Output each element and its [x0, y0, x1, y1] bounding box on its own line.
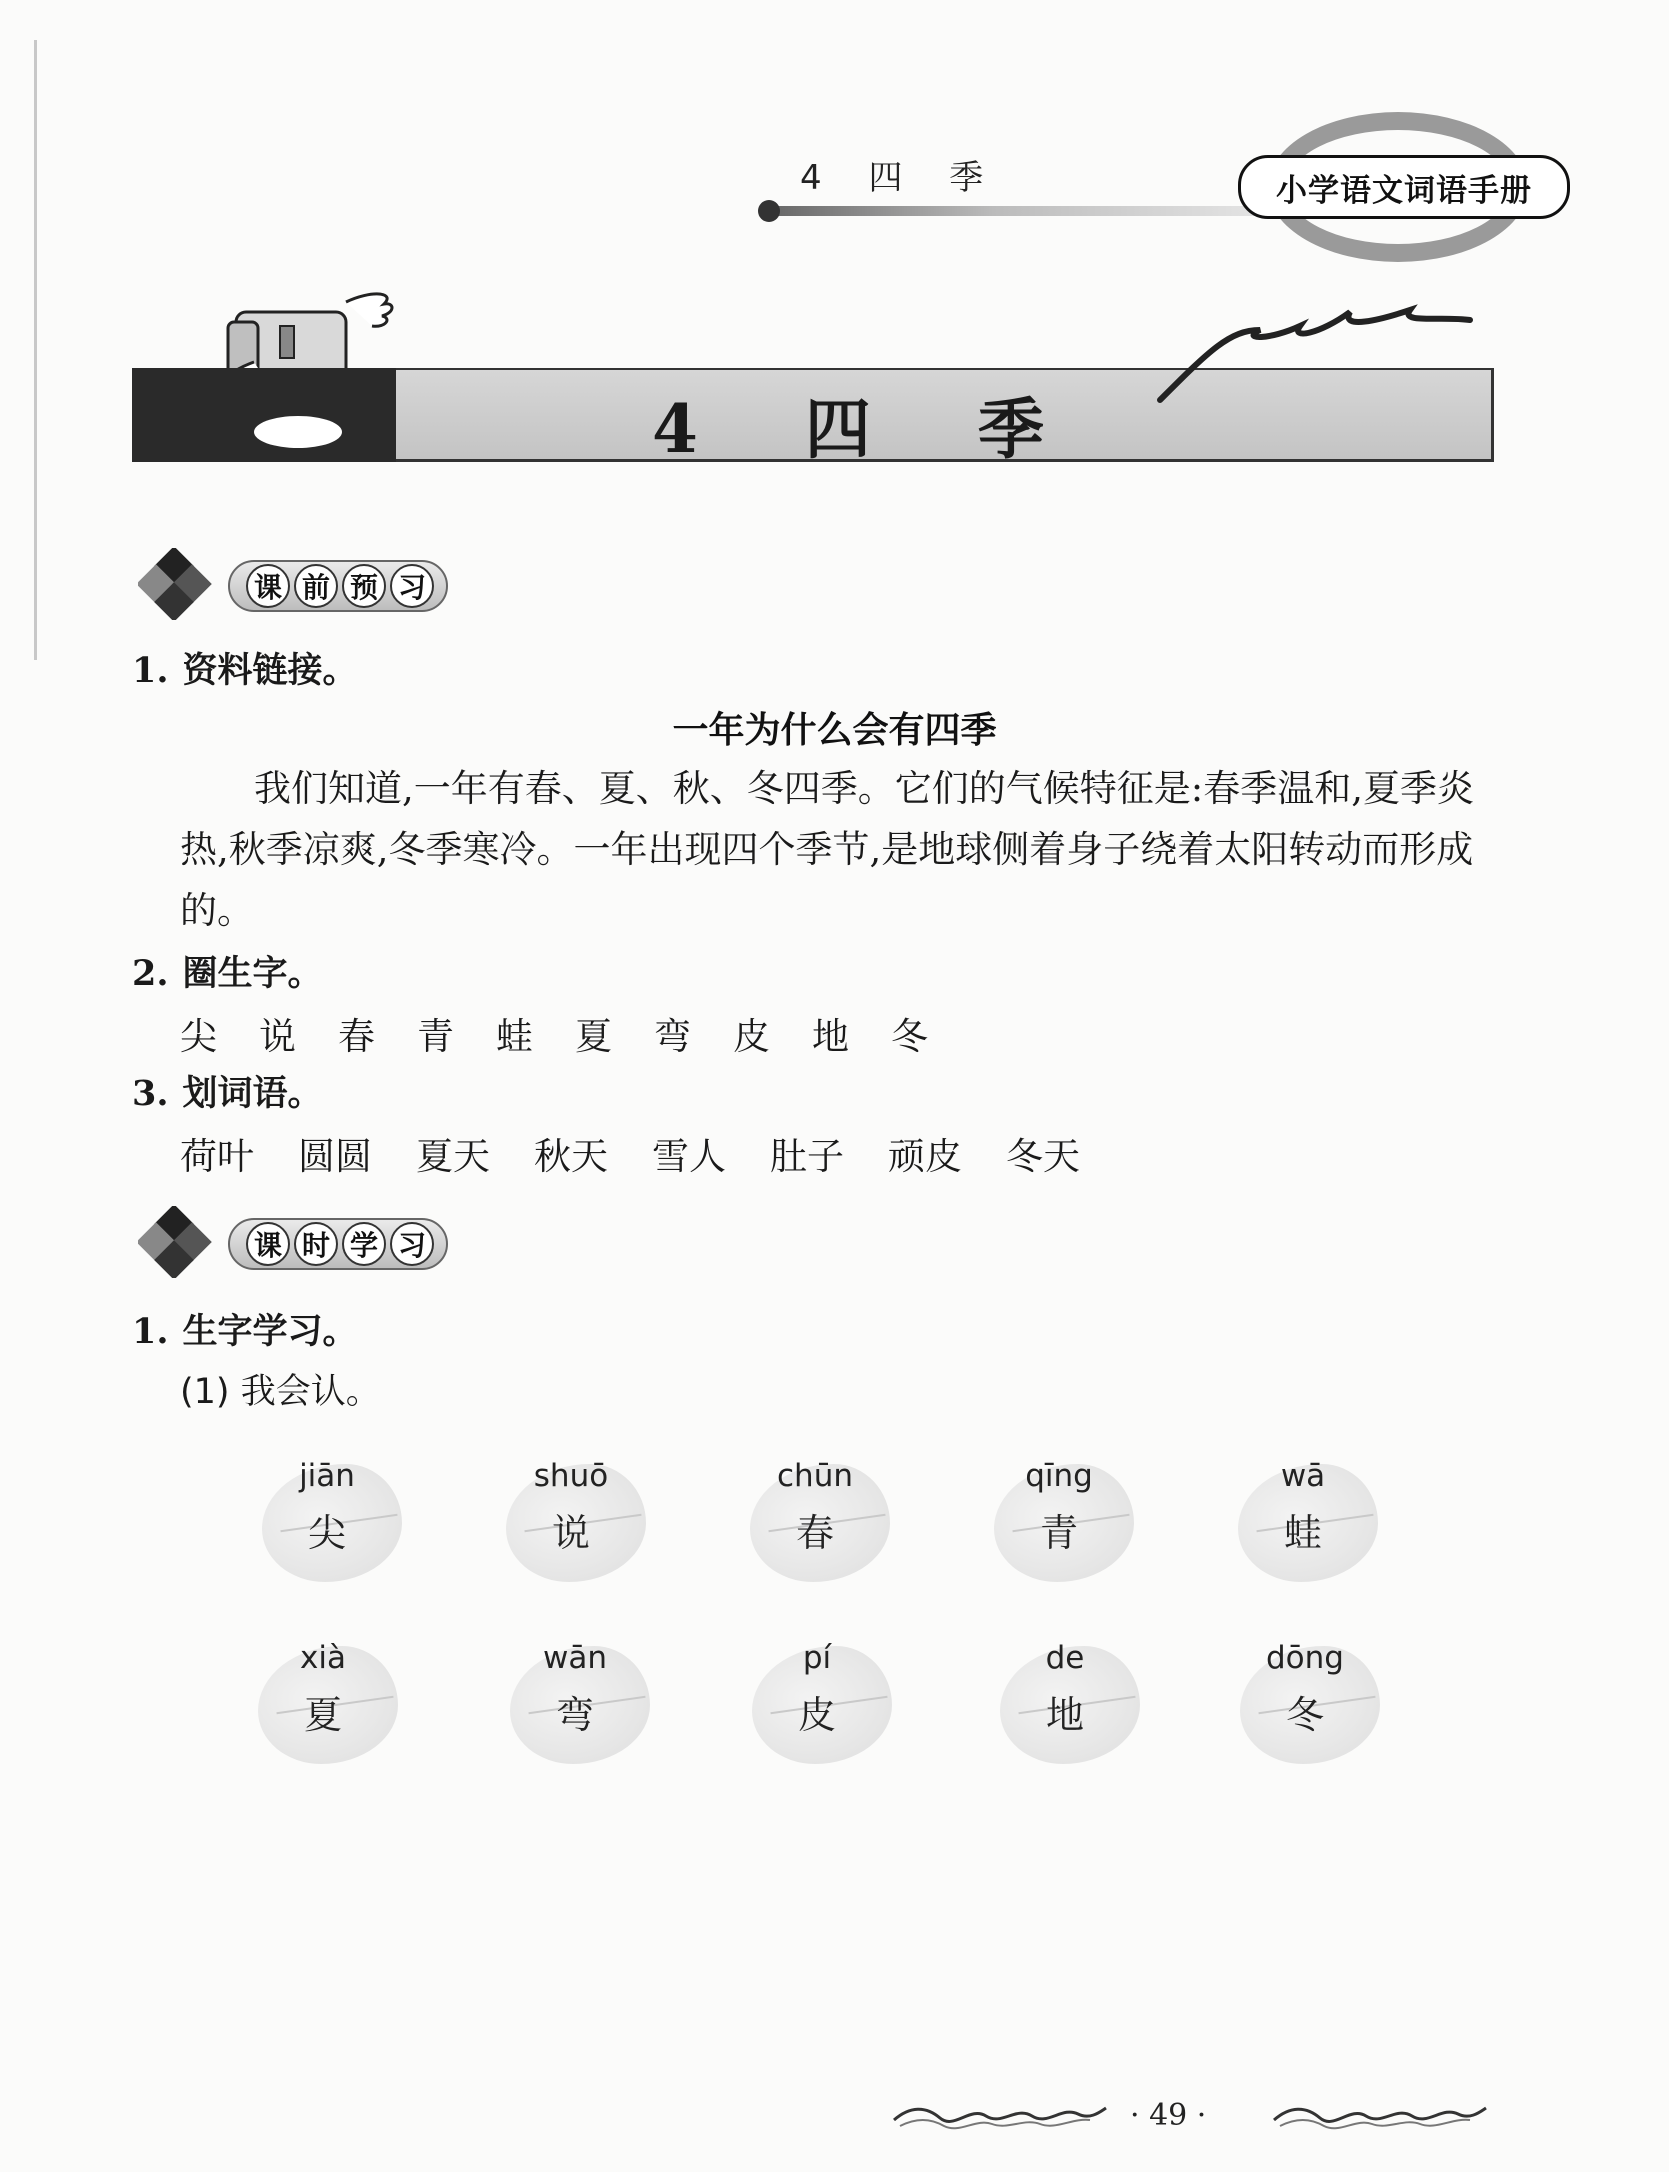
vocabulary-word: 秋天 [534, 1135, 608, 1178]
hanzi: 尖 [307, 1511, 346, 1555]
pinyin: chūn [777, 1458, 853, 1494]
item-label: 划词语。 [182, 1074, 323, 1114]
pinyin: de [1045, 1640, 1085, 1676]
banner-dark-block [132, 368, 396, 462]
character: 说 [259, 1015, 296, 1058]
vocabulary-word: 夏天 [416, 1135, 490, 1178]
hanzi: 地 [1045, 1693, 1084, 1737]
hanzi: 冬 [1285, 1693, 1324, 1737]
character: 皮 [733, 1015, 770, 1058]
page-edge-line [34, 40, 37, 660]
vocabulary-row [180, 1126, 1124, 1180]
item-number: 1. [132, 1311, 169, 1352]
vocabulary-word: 圆圆 [298, 1135, 372, 1178]
pinyin-card [258, 1640, 408, 1770]
lightning-squiggle-icon [1150, 290, 1490, 430]
section-char: 前 [294, 564, 338, 608]
pinyin: wā [1280, 1458, 1326, 1494]
character: 冬 [891, 1015, 928, 1058]
item-label: 圈生字。 [182, 954, 323, 994]
character: 夏 [575, 1015, 612, 1058]
article-title: 一年为什么会有四季 [672, 710, 997, 751]
section-char: 预 [342, 564, 386, 608]
hanzi: 皮 [797, 1693, 836, 1737]
study-subitem-1: (1) 我会认。 [180, 1372, 381, 1412]
item-label: 资料链接。 [182, 651, 358, 691]
vocabulary-word: 顽皮 [888, 1135, 962, 1178]
hanzi: 夏 [303, 1693, 342, 1737]
character: 蛙 [496, 1015, 533, 1058]
pinyin-card [506, 1458, 656, 1588]
pinyin: wān [543, 1640, 607, 1676]
pinyin-card [750, 1458, 900, 1588]
pinyin-card [994, 1458, 1144, 1588]
item-number: 3. [132, 1073, 169, 1114]
character: 尖 [180, 1015, 217, 1058]
preview-item-3 [132, 1066, 323, 1116]
item-number: 2. [132, 953, 169, 994]
section-title-pill [228, 1218, 448, 1270]
vocabulary-word: 肚子 [770, 1135, 844, 1178]
section-char: 习 [390, 564, 434, 608]
wave-ornament-icon [890, 2096, 1110, 2136]
character: 地 [812, 1015, 849, 1058]
hanzi: 说 [551, 1511, 590, 1555]
item-label: 生字学习。 [182, 1312, 358, 1352]
article-paragraph: 我们知道,一年有春、夏、秋、冬四季。它们的气候特征是:春季温和,夏季炎热,秋季凉爽,冬季寒冷。一年出现四个季节,是地球侧着身子绕着太阳转动而形成的。 [180, 767, 1474, 932]
pinyin-card [1000, 1640, 1150, 1770]
character: 春 [338, 1015, 375, 1058]
page-number: · 49 · [1130, 2098, 1207, 2133]
section-char: 时 [294, 1222, 338, 1266]
header-dot-icon [758, 200, 780, 222]
wave-ornament-icon [1270, 2096, 1490, 2136]
hanzi: 弯 [555, 1693, 594, 1737]
character: 弯 [654, 1015, 691, 1058]
pinyin-card [262, 1458, 412, 1588]
character: 青 [417, 1015, 454, 1058]
section-header-study [138, 1206, 518, 1278]
pinyin: xià [300, 1640, 346, 1676]
section-title-pill [228, 560, 448, 612]
banner-shadow-oval [254, 416, 342, 448]
pinyin: pí [802, 1640, 832, 1676]
vocabulary-word: 雪人 [652, 1135, 726, 1178]
book-title-badge: 小学语文词语手册 [1238, 155, 1570, 219]
pinyin-card [1238, 1458, 1388, 1588]
hanzi: 春 [795, 1511, 834, 1555]
pinyin-card [752, 1640, 902, 1770]
pinyin: dōng [1266, 1640, 1344, 1676]
preview-item-1 [132, 643, 358, 693]
vocabulary-word: 冬天 [1006, 1135, 1080, 1178]
pinyin-card [1240, 1640, 1390, 1770]
section-char: 课 [246, 1222, 290, 1266]
section-header-preview [138, 548, 518, 620]
section-char: 学 [342, 1222, 386, 1266]
pinyin-card [510, 1640, 660, 1770]
section-char: 课 [246, 564, 290, 608]
new-characters-row [180, 1006, 970, 1060]
lesson-title: 4 四 季 [652, 390, 1086, 468]
vocabulary-word: 荷叶 [180, 1135, 254, 1178]
study-item-1 [132, 1304, 358, 1354]
header-rule [768, 206, 1268, 216]
pinyin: jiān [299, 1458, 355, 1494]
hanzi: 蛙 [1283, 1511, 1322, 1555]
hanzi: 青 [1039, 1511, 1078, 1555]
pinyin: qīng [1025, 1458, 1093, 1494]
running-title: 4 四 季 [800, 158, 1002, 198]
preview-item-2 [132, 946, 323, 996]
section-char: 习 [390, 1222, 434, 1266]
pinyin: shuō [533, 1458, 609, 1494]
item-number: 1. [132, 650, 169, 691]
